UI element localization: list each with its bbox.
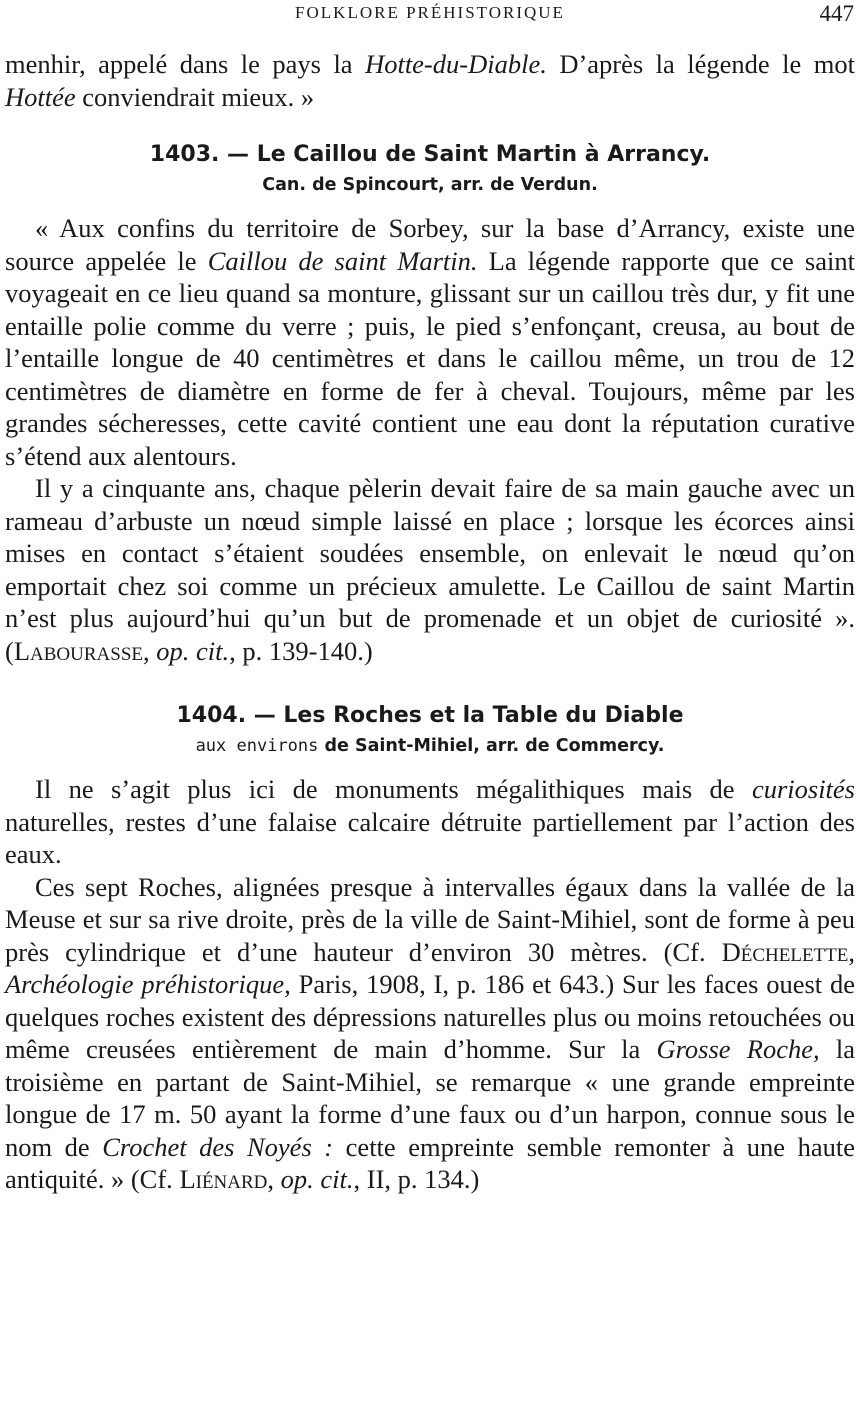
text-run: Il ne s’agit plus ici de monuments mégalithiques mais de	[35, 774, 752, 804]
section-1403-paragraph-1	[5, 212, 855, 472]
author-name: Liénard	[179, 1164, 268, 1194]
italic-word: curiosités	[751, 774, 855, 804]
section-1404-paragraph-2	[5, 871, 855, 1196]
intro-paragraph	[5, 48, 855, 113]
subheading-part: de Saint-Mihiel, arr. de Commercy.	[318, 736, 665, 756]
italic-place-name: Hotte-du-Diable.	[365, 49, 547, 79]
text-run: naturelles, restes d’une falaise calcaire détruite partiellement par l’action des eaux.	[5, 806, 855, 869]
italic-place-name: Crochet des Noyés :	[102, 1131, 334, 1162]
italic-place-name: Grosse Roche,	[656, 1034, 820, 1064]
text-run: La légende rapporte que ce saint voyageait en ce lieu quand sa monture, glissant sur un caillou très dur, y fit une entaille polie comme du verre ; puis, le pied s’enfonçant, creusa, au bout de l’entaille longue de 40 centimètres et dans le caillou même, un trou de 12 centimètres de diamètre en forme de fer à cheval. Toujours, même par les grandes sécheresses, cette cavité contient une eau dont la réputation curative s’étend aux alentours.	[5, 245, 855, 471]
text-run: Il y a cinquante ans, chaque pèlerin devait faire de sa main gauche avec un rameau d’arbuste un nœud simple laissé en place ; lorsque les écorces ainsi mises en contact s’étaient soudées ensemble, on enlevait le nœud qu’on emportait chez soi comme un précieux amulette. Le Caillou de saint Martin n’est plus aujourd’hui qu’un but de promenade et un objet de curiosité ». (	[5, 473, 855, 666]
section-1404-heading: 1404. — Les Roches et la Table du Diable	[176, 703, 684, 728]
running-title: FOLKLORE PRÉHISTORIQUE	[295, 3, 565, 22]
text-run: Paris, 1908, I, p. 186 et 643.) Sur les faces ouest de quelques roches existent des dépressions naturelles plus ou moins retouchées ou même creusées entièrement de main d’homme. Sur la	[5, 969, 855, 1064]
text-run: menhir, appelé dans le pays la	[5, 49, 366, 79]
text-run: ,	[267, 1164, 281, 1194]
text-run: conviendrait mieux. »	[75, 81, 315, 112]
text-run: , II, p. 134.)	[353, 1164, 480, 1194]
section-1404-paragraph-1	[5, 773, 855, 871]
text-run: , p. 139-140.)	[229, 635, 373, 666]
section-1403-paragraph-2	[5, 472, 855, 667]
text-run: ,	[143, 635, 157, 666]
citation-abbrev: op. cit.	[156, 635, 230, 666]
page-body	[5, 48, 855, 1196]
section-1403-subheading: Can. de Spincourt, arr. de Verdun.	[262, 175, 598, 195]
page-header	[0, 3, 860, 29]
subheading-part: aux environs	[195, 736, 319, 756]
section-1403-heading: 1403. — Le Caillou de Saint Martin à Arrancy.	[149, 142, 711, 167]
text-run: la troisième en partant de Saint-Mihiel, se remarque « une grande empreinte longue de 17 m. 50 ayant la forme d’une faux ou d’un harpon, connue sous le nom de	[5, 1034, 855, 1162]
author-name: Déchelette	[721, 936, 849, 967]
page-number: 447	[819, 1, 854, 26]
italic-word: Hottée	[5, 81, 76, 112]
book-title: Archéologie préhistorique,	[5, 969, 291, 999]
text-run: ,	[848, 936, 855, 967]
text-run: D’après la légende le mot	[546, 49, 855, 79]
text-run: cette empreinte semble remonter à une haute antiquité. » (Cf.	[5, 1131, 855, 1194]
citation-abbrev: op. cit.	[280, 1164, 354, 1194]
text-run: Ces sept Roches, alignées presque à intervalles égaux dans la vallée de la Meuse et sur sa rive droite, près de la ville de Saint-Mihiel, sont de forme à peu près cylindrique et d’une hauteur d’environ 30 mètres. (Cf.	[5, 871, 855, 967]
section-1404-subheading	[5, 731, 855, 761]
italic-place-name: Caillou de saint Martin.	[207, 245, 478, 276]
text-run: « Aux confins du territoire de Sorbey, sur la base d’Arrancy, existe une source appelée le	[5, 213, 855, 276]
author-name: Labourasse	[13, 635, 143, 666]
